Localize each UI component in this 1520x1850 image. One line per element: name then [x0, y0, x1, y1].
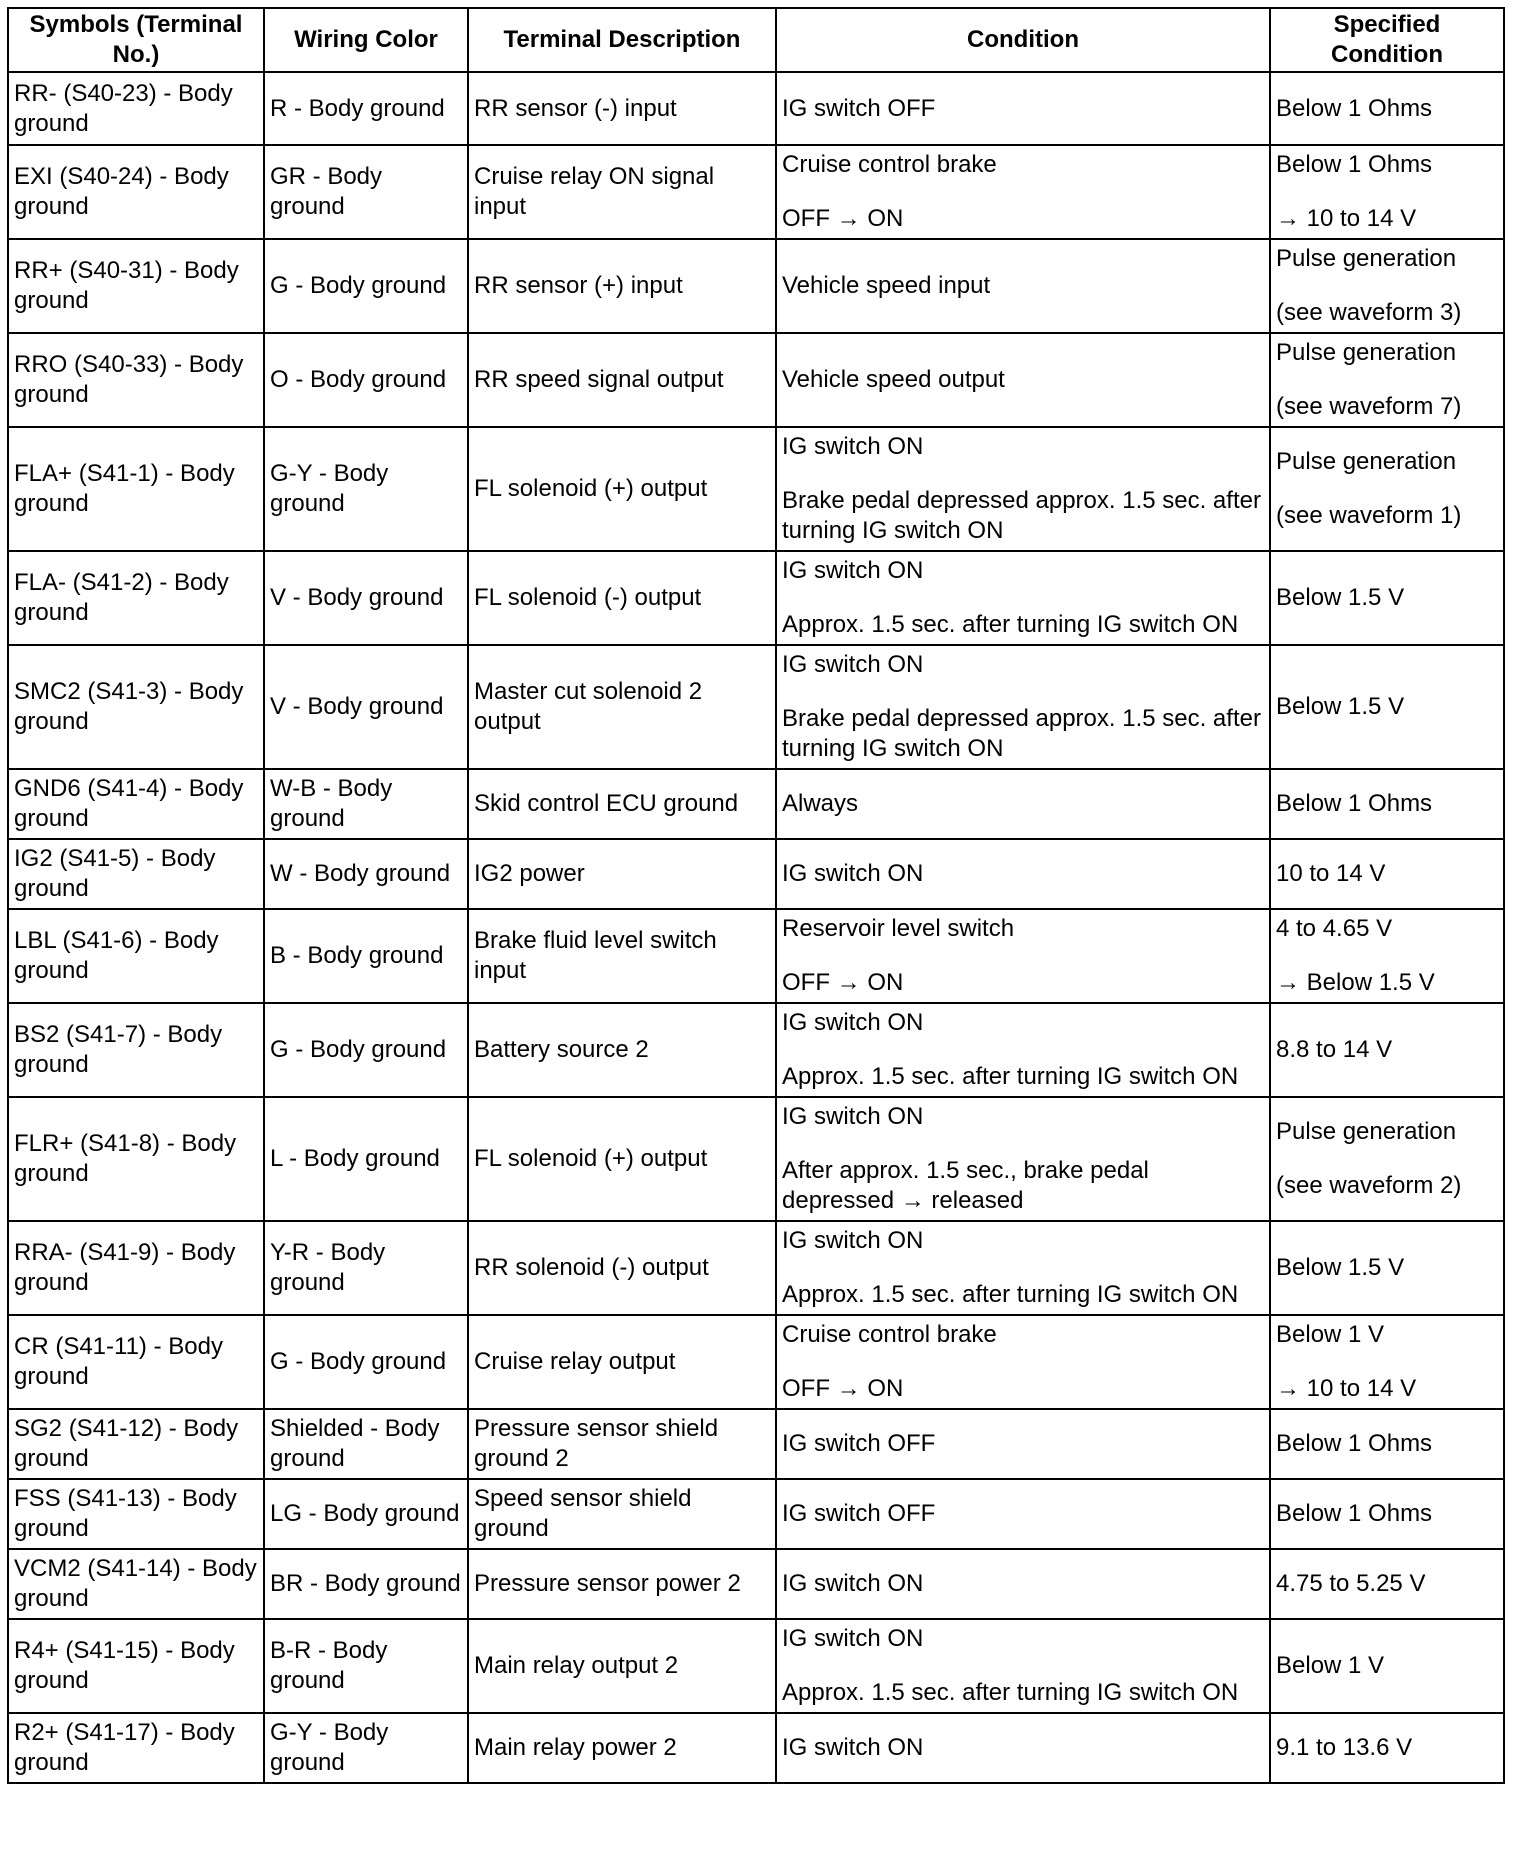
- condition-cell: [776, 1315, 1270, 1409]
- condition-cell: [776, 645, 1270, 769]
- condition-cell-line: Cruise control brake: [782, 1321, 997, 1348]
- symbol-cell: SG2 (S41-12) - Body ground: [8, 1409, 264, 1479]
- specified-condition-cell-line: 4 to 4.65 V: [1276, 915, 1393, 942]
- condition-cell-lines: [782, 1624, 1264, 1708]
- table-row: [8, 769, 1504, 839]
- symbol-cell: SMC2 (S41-3) - Body ground: [8, 645, 264, 769]
- symbol-cell: FLR+ (S41-8) - Body ground: [8, 1097, 264, 1221]
- wiring-color-cell: GR - Body ground: [264, 145, 468, 239]
- specified-condition-cell: Below 1 Ohms: [1270, 1409, 1504, 1479]
- symbol-cell: FLA- (S41-2) - Body ground: [8, 551, 264, 645]
- wiring-color-cell: G - Body ground: [264, 239, 468, 333]
- specified-condition-cell: Below 1 Ohms: [1270, 72, 1504, 145]
- specified-condition-cell-line: → 10 to 14 V: [1276, 1375, 1417, 1402]
- condition-cell-line: IG switch ON: [782, 1009, 924, 1036]
- specified-condition-cell: [1270, 427, 1504, 551]
- specified-condition-cell: [1270, 909, 1504, 1003]
- condition-cell-line: Approx. 1.5 sec. after turning IG switch ON: [782, 1063, 1239, 1090]
- terminal-description-cell: Pressure sensor power 2: [468, 1549, 776, 1619]
- symbol-cell: FSS (S41-13) - Body ground: [8, 1479, 264, 1549]
- table-row: [8, 839, 1504, 909]
- specified-condition-cell-lines: [1276, 447, 1498, 531]
- condition-cell-line: IG switch ON: [782, 557, 924, 584]
- specified-condition-cell-lines: [1276, 1117, 1498, 1201]
- table-row: [8, 1479, 1504, 1549]
- specified-condition-cell-lines: [1276, 1320, 1498, 1404]
- condition-cell: [776, 1221, 1270, 1315]
- wiring-color-cell: L - Body ground: [264, 1097, 468, 1221]
- table-row: [8, 1315, 1504, 1409]
- table-row: [8, 427, 1504, 551]
- terminal-description-cell: Speed sensor shield ground: [468, 1479, 776, 1549]
- table-row: [8, 1549, 1504, 1619]
- condition-cell-line: Reservoir level switch: [782, 915, 1015, 942]
- condition-cell-line: Brake pedal depressed approx. 1.5 sec. after turning IG switch ON: [782, 705, 1261, 762]
- table-row: [8, 1221, 1504, 1315]
- wiring-color-cell: W-B - Body ground: [264, 769, 468, 839]
- table-row: [8, 72, 1504, 145]
- condition-cell-line: IG switch ON: [782, 651, 924, 678]
- specified-condition-cell: 4.75 to 5.25 V: [1270, 1549, 1504, 1619]
- table-row: [8, 333, 1504, 427]
- condition-cell-line: IG switch ON: [782, 1227, 924, 1254]
- wiring-color-cell: B - Body ground: [264, 909, 468, 1003]
- terminal-description-cell: Cruise relay ON signal input: [468, 145, 776, 239]
- condition-cell: [776, 551, 1270, 645]
- symbol-cell: RR- (S40-23) - Body ground: [8, 72, 264, 145]
- table-row: [8, 1409, 1504, 1479]
- terminal-description-cell: RR sensor (-) input: [468, 72, 776, 145]
- table-row: [8, 1097, 1504, 1221]
- specified-condition-cell: Below 1.5 V: [1270, 645, 1504, 769]
- table-row: [8, 1003, 1504, 1097]
- condition-cell-line: IG switch ON: [782, 1103, 924, 1130]
- condition-cell: IG switch ON: [776, 1713, 1270, 1783]
- terminal-description-cell: Master cut solenoid 2 output: [468, 645, 776, 769]
- header-condition: Condition: [776, 8, 1270, 72]
- condition-cell-line: Approx. 1.5 sec. after turning IG switch ON: [782, 1281, 1239, 1308]
- condition-cell: IG switch ON: [776, 1549, 1270, 1619]
- condition-cell-lines: [782, 1226, 1264, 1310]
- header-terminal-description: Terminal Description: [468, 8, 776, 72]
- wiring-color-cell: G-Y - Body ground: [264, 1713, 468, 1783]
- condition-cell-line: Approx. 1.5 sec. after turning IG switch ON: [782, 611, 1239, 638]
- symbol-cell: FLA+ (S41-1) - Body ground: [8, 427, 264, 551]
- wiring-color-cell: B-R - Body ground: [264, 1619, 468, 1713]
- condition-cell: IG switch OFF: [776, 72, 1270, 145]
- specified-condition-cell-line: → 10 to 14 V: [1276, 205, 1417, 232]
- condition-cell-line: After approx. 1.5 sec., brake pedal depressed → released: [782, 1157, 1149, 1214]
- header-row: [8, 8, 1504, 72]
- terminal-spec-table-container: [7, 7, 1503, 1784]
- terminal-description-cell: FL solenoid (+) output: [468, 427, 776, 551]
- condition-cell: IG switch OFF: [776, 1479, 1270, 1549]
- wiring-color-cell: W - Body ground: [264, 839, 468, 909]
- condition-cell: [776, 1097, 1270, 1221]
- specified-condition-cell-line: (see waveform 2): [1276, 1172, 1462, 1199]
- wiring-color-cell: G - Body ground: [264, 1003, 468, 1097]
- specified-condition-cell: Below 1 Ohms: [1270, 1479, 1504, 1549]
- terminal-description-cell: RR speed signal output: [468, 333, 776, 427]
- terminal-description-cell: Battery source 2: [468, 1003, 776, 1097]
- specified-condition-cell: Below 1.5 V: [1270, 551, 1504, 645]
- symbol-cell: LBL (S41-6) - Body ground: [8, 909, 264, 1003]
- table-row: [8, 909, 1504, 1003]
- table-row: [8, 239, 1504, 333]
- wiring-color-cell: Shielded - Body ground: [264, 1409, 468, 1479]
- wiring-color-cell: G - Body ground: [264, 1315, 468, 1409]
- condition-cell-line: OFF → ON: [782, 969, 904, 996]
- condition-cell: Vehicle speed input: [776, 239, 1270, 333]
- condition-cell: IG switch ON: [776, 839, 1270, 909]
- specified-condition-cell-lines: [1276, 338, 1498, 422]
- specified-condition-cell-line: Pulse generation: [1276, 1118, 1457, 1145]
- table-row: [8, 1713, 1504, 1783]
- specified-condition-cell: [1270, 1097, 1504, 1221]
- specified-condition-cell: Below 1 Ohms: [1270, 769, 1504, 839]
- symbol-cell: R4+ (S41-15) - Body ground: [8, 1619, 264, 1713]
- specified-condition-cell-lines: [1276, 914, 1498, 998]
- wiring-color-cell: O - Body ground: [264, 333, 468, 427]
- symbol-cell: CR (S41-11) - Body ground: [8, 1315, 264, 1409]
- condition-cell-lines: [782, 150, 1264, 234]
- table-body: [8, 72, 1504, 1783]
- condition-cell: [776, 1003, 1270, 1097]
- wiring-color-cell: V - Body ground: [264, 551, 468, 645]
- specified-condition-cell: Below 1.5 V: [1270, 1221, 1504, 1315]
- specified-condition-cell-line: → Below 1.5 V: [1276, 969, 1435, 996]
- condition-cell-lines: [782, 556, 1264, 640]
- condition-cell: Always: [776, 769, 1270, 839]
- specified-condition-cell-line: Below 1 Ohms: [1276, 151, 1433, 178]
- condition-cell: [776, 427, 1270, 551]
- condition-cell: [776, 1619, 1270, 1713]
- terminal-description-cell: RR solenoid (-) output: [468, 1221, 776, 1315]
- specified-condition-cell: 9.1 to 13.6 V: [1270, 1713, 1504, 1783]
- symbol-cell: VCM2 (S41-14) - Body ground: [8, 1549, 264, 1619]
- table-row: [8, 645, 1504, 769]
- terminal-description-cell: Main relay power 2: [468, 1713, 776, 1783]
- table-row: [8, 145, 1504, 239]
- terminal-description-cell: Pressure sensor shield ground 2: [468, 1409, 776, 1479]
- terminal-description-cell: FL solenoid (-) output: [468, 551, 776, 645]
- symbol-cell: RR+ (S40-31) - Body ground: [8, 239, 264, 333]
- wiring-color-cell: V - Body ground: [264, 645, 468, 769]
- terminal-description-cell: RR sensor (+) input: [468, 239, 776, 333]
- condition-cell-lines: [782, 1320, 1264, 1404]
- condition-cell-line: IG switch ON: [782, 433, 924, 460]
- specified-condition-cell: [1270, 333, 1504, 427]
- condition-cell-lines: [782, 914, 1264, 998]
- specified-condition-cell-line: Below 1 V: [1276, 1321, 1385, 1348]
- symbol-cell: EXI (S40-24) - Body ground: [8, 145, 264, 239]
- specified-condition-cell-line: (see waveform 1): [1276, 502, 1462, 529]
- condition-cell-line: Cruise control brake: [782, 151, 997, 178]
- symbol-cell: RRO (S40-33) - Body ground: [8, 333, 264, 427]
- condition-cell-line: Brake pedal depressed approx. 1.5 sec. after turning IG switch ON: [782, 487, 1261, 544]
- terminal-description-cell: Brake fluid level switch input: [468, 909, 776, 1003]
- symbol-cell: BS2 (S41-7) - Body ground: [8, 1003, 264, 1097]
- terminal-description-cell: Skid control ECU ground: [468, 769, 776, 839]
- specified-condition-cell: 10 to 14 V: [1270, 839, 1504, 909]
- specified-condition-cell-line: Pulse generation: [1276, 448, 1457, 475]
- specified-condition-cell-lines: [1276, 150, 1498, 234]
- terminal-description-cell: IG2 power: [468, 839, 776, 909]
- wiring-color-cell: BR - Body ground: [264, 1549, 468, 1619]
- condition-cell: [776, 145, 1270, 239]
- header-symbols: Symbols (Terminal No.): [8, 8, 264, 72]
- condition-cell-line: IG switch ON: [782, 1625, 924, 1652]
- condition-cell: Vehicle speed output: [776, 333, 1270, 427]
- condition-cell-lines: [782, 432, 1264, 546]
- wiring-color-cell: G-Y - Body ground: [264, 427, 468, 551]
- condition-cell-line: Approx. 1.5 sec. after turning IG switch ON: [782, 1679, 1239, 1706]
- symbol-cell: R2+ (S41-17) - Body ground: [8, 1713, 264, 1783]
- condition-cell-line: OFF → ON: [782, 205, 904, 232]
- specified-condition-cell-line: Pulse generation: [1276, 339, 1457, 366]
- wiring-color-cell: LG - Body ground: [264, 1479, 468, 1549]
- specified-condition-cell: [1270, 1315, 1504, 1409]
- specified-condition-cell-line: (see waveform 7): [1276, 393, 1462, 420]
- symbol-cell: IG2 (S41-5) - Body ground: [8, 839, 264, 909]
- specified-condition-cell: [1270, 239, 1504, 333]
- terminal-description-cell: FL solenoid (+) output: [468, 1097, 776, 1221]
- terminal-description-cell: Main relay output 2: [468, 1619, 776, 1713]
- symbol-cell: RRA- (S41-9) - Body ground: [8, 1221, 264, 1315]
- wiring-color-cell: Y-R - Body ground: [264, 1221, 468, 1315]
- symbol-cell: GND6 (S41-4) - Body ground: [8, 769, 264, 839]
- header-wiring-color: Wiring Color: [264, 8, 468, 72]
- terminal-description-cell: Cruise relay output: [468, 1315, 776, 1409]
- specified-condition-cell-line: (see waveform 3): [1276, 299, 1462, 326]
- condition-cell-lines: [782, 650, 1264, 764]
- wiring-color-cell: R - Body ground: [264, 72, 468, 145]
- specified-condition-cell-line: Pulse generation: [1276, 245, 1457, 272]
- table-row: [8, 551, 1504, 645]
- table-row: [8, 1619, 1504, 1713]
- specified-condition-cell: 8.8 to 14 V: [1270, 1003, 1504, 1097]
- condition-cell-line: OFF → ON: [782, 1375, 904, 1402]
- condition-cell: [776, 909, 1270, 1003]
- condition-cell-lines: [782, 1102, 1264, 1216]
- specified-condition-cell: [1270, 145, 1504, 239]
- specified-condition-cell-lines: [1276, 244, 1498, 328]
- condition-cell: IG switch OFF: [776, 1409, 1270, 1479]
- terminal-spec-table: [7, 7, 1505, 1784]
- specified-condition-cell: Below 1 V: [1270, 1619, 1504, 1713]
- header-specified-condition: Specified Condition: [1270, 8, 1504, 72]
- condition-cell-lines: [782, 1008, 1264, 1092]
